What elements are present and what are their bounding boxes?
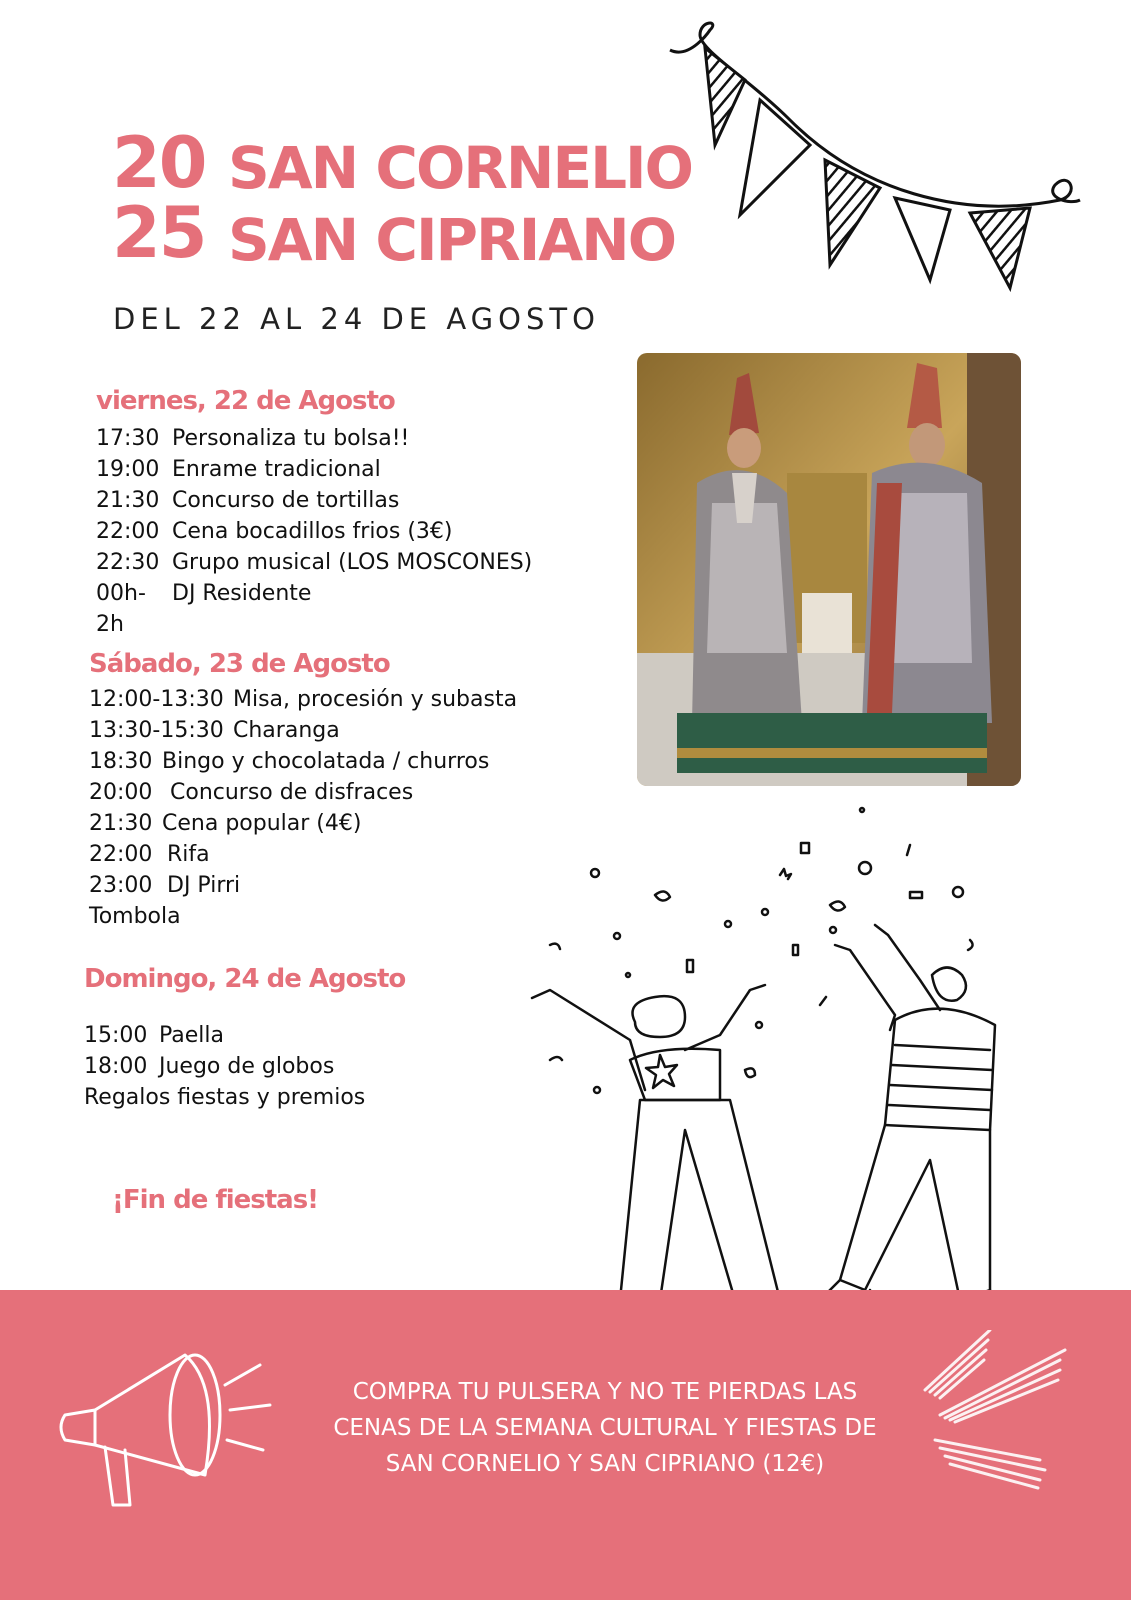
- year: [112, 122, 206, 274]
- closing-text: ¡Fin de fiestas!: [112, 1185, 319, 1215]
- event-name: Concurso de disfraces: [170, 780, 414, 805]
- event-name: Rifa: [167, 842, 210, 867]
- event-time: 00h-: [96, 581, 146, 606]
- year-bottom: 25: [112, 192, 206, 274]
- bunting-icon: [660, 20, 1100, 310]
- event-time: 22:00: [89, 842, 153, 867]
- event-row: [89, 777, 517, 808]
- event-row: [96, 609, 532, 640]
- event-time: 2h: [96, 612, 124, 637]
- event-row: [96, 578, 532, 609]
- event-row: [96, 547, 532, 578]
- friday-schedule: [96, 423, 532, 640]
- saints-photo: [637, 353, 1021, 786]
- event-row: [89, 715, 517, 746]
- date-range: DEL 22 AL 24 DE AGOSTO: [113, 302, 600, 336]
- saint-2: SAN CIPRIANO: [228, 206, 676, 274]
- saints-statues-image: [637, 353, 1021, 786]
- event-name: Bingo y chocolatada / churros: [162, 749, 490, 774]
- event-name: Regalos fiestas y premios: [84, 1085, 366, 1110]
- event-name: Tombola: [89, 904, 181, 929]
- promo-text: [300, 1374, 910, 1482]
- event-time: 18:30: [89, 749, 153, 774]
- event-name: Personaliza tu bolsa!!: [172, 426, 410, 451]
- promo-line-3: SAN CORNELIO Y SAN CIPRIANO (12€): [385, 1451, 825, 1477]
- event-row: [89, 839, 517, 870]
- event-row: [84, 1051, 365, 1082]
- event-row: [84, 1020, 365, 1051]
- day-heading-saturday: Sábado, 23 de Agosto: [89, 649, 390, 679]
- event-time: 23:00: [89, 873, 153, 898]
- event-row: [96, 454, 532, 485]
- event-time: 21:30: [96, 488, 160, 513]
- event-name: Cena popular (4€): [162, 811, 362, 836]
- promo-line-1: COMPRA TU PULSERA Y NO TE PIERDAS LAS: [352, 1379, 858, 1405]
- event-time: 22:30: [96, 550, 160, 575]
- event-time: 13:30-15:30: [89, 718, 224, 743]
- event-time: 20:00: [89, 780, 153, 805]
- event-row: [89, 808, 517, 839]
- saint-1: SAN CORNELIO: [228, 134, 692, 202]
- megaphone-icon: [55, 1345, 285, 1515]
- sunday-schedule: [84, 1020, 365, 1113]
- saturday-schedule: [89, 684, 517, 932]
- event-row: [89, 901, 517, 932]
- event-row: [96, 485, 532, 516]
- event-name: Charanga: [233, 718, 340, 743]
- event-name: Concurso de tortillas: [172, 488, 400, 513]
- day-heading-friday: viernes, 22 de Agosto: [96, 386, 395, 416]
- event-time: 22:00: [96, 519, 160, 544]
- event-name: Cena bocadillos frios (3€): [172, 519, 453, 544]
- event-time: 17:30: [96, 426, 160, 451]
- event-name: Paella: [159, 1023, 225, 1048]
- event-time: 15:00: [84, 1023, 148, 1048]
- event-name: DJ Residente: [172, 581, 312, 606]
- event-row: [89, 684, 517, 715]
- dancers-illustration: [520, 800, 1020, 1360]
- day-heading-sunday: Domingo, 24 de Agosto: [84, 964, 406, 994]
- event-name: Grupo musical (LOS MOSCONES): [172, 550, 533, 575]
- promo-line-2: CENAS DE LA SEMANA CULTURAL Y FIESTAS DE: [333, 1415, 877, 1441]
- saints-title: [228, 132, 692, 276]
- event-row: [89, 746, 517, 777]
- event-row: [96, 516, 532, 547]
- event-row: [84, 1082, 365, 1113]
- event-name: DJ Pirri: [167, 873, 241, 898]
- event-time: 21:30: [89, 811, 153, 836]
- event-name: Juego de globos: [159, 1054, 335, 1079]
- event-name: Enrame tradicional: [172, 457, 381, 482]
- event-row: [96, 423, 532, 454]
- brush-strokes-decoration: [920, 1330, 1080, 1500]
- year-top: 20: [112, 122, 206, 204]
- event-time: 18:00: [84, 1054, 148, 1079]
- event-time: 19:00: [96, 457, 160, 482]
- event-time: 12:00-13:30: [89, 687, 224, 712]
- event-name: Misa, procesión y subasta: [233, 687, 518, 712]
- event-row: [89, 870, 517, 901]
